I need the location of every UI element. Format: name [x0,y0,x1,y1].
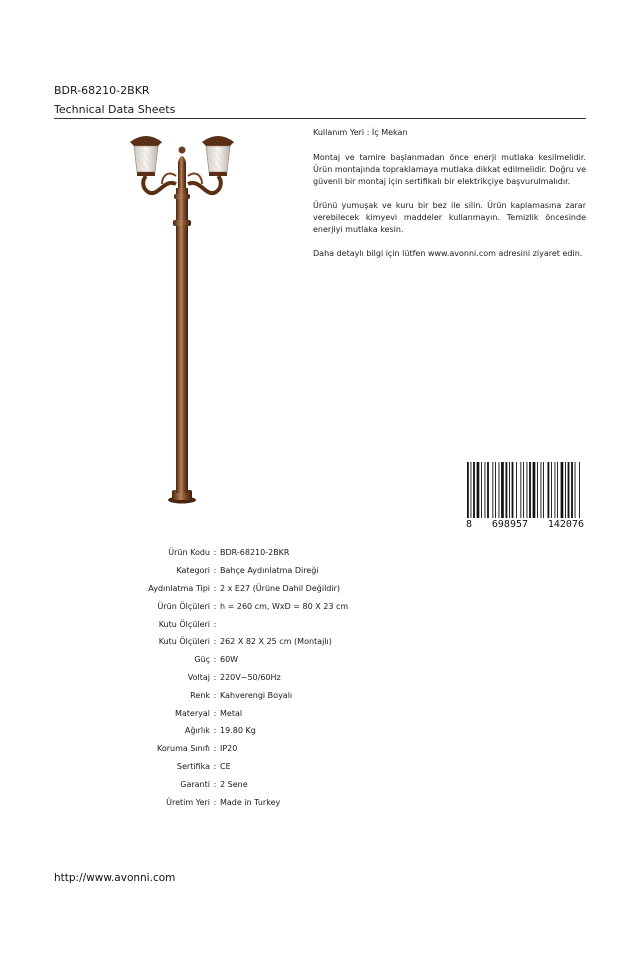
product-description [313,127,586,272]
spec-value: BDR-68210-2BKR [220,548,290,558]
spec-value: 19.80 Kg [220,726,256,736]
spec-value: IP20 [220,744,238,754]
spec-row [54,722,454,740]
spec-value: 2 x E27 (Ürüne Dahil Değildir) [220,583,340,593]
barcode-digits [466,519,584,530]
barcode-digit-group: 142076 [547,519,584,530]
spec-row [54,633,454,651]
document-subtitle: Technical Data Sheets [54,103,176,116]
footer-url[interactable]: http://www.avonni.com [54,872,176,884]
spec-value: Bahçe Aydınlatma Direği [220,566,319,576]
spec-separator: : [213,726,217,736]
spec-separator: : [213,583,217,593]
spec-separator: : [213,566,217,576]
spec-separator: : [213,601,217,611]
spec-label: Renk [190,690,210,700]
safety-paragraph: Montaj ve tamire başlanmadan önce enerji mutlaka kesilmelidir. Ürün montajında topraklamaya mutlaka dikkat edilmelidir. Doğru ve güvenli bir montaj için sertifikalı bir elektrikçiye başvurulmalıdır. [313,153,586,186]
spec-label: Sertifika [176,761,210,771]
spec-label: Kategori [176,566,210,576]
spec-row [54,597,454,615]
spec-row [54,544,454,562]
spec-label: Kutu Ölçüleri [158,637,210,647]
spec-label: Ağırlık [184,726,210,736]
spec-value: 60W [220,655,239,665]
spec-row [54,758,454,776]
spec-separator: : [213,637,217,647]
spec-value: 262 X 82 X 25 cm (Montajlı) [220,637,332,647]
spec-label: Aydınlatma Tipi [148,583,210,593]
spec-row [54,704,454,722]
spec-value: Made in Turkey [220,797,281,807]
spec-label: Ürün Kodu [168,548,210,558]
header-divider [54,118,586,119]
spec-separator: : [213,548,217,558]
barcode-digit-group: 8 [466,519,473,530]
spec-separator: : [213,744,217,754]
spec-row [54,793,454,811]
spec-separator: : [213,655,217,665]
spec-row [54,615,454,633]
spec-label: Güç [194,655,210,665]
spec-value: Metal [220,708,243,718]
barcode [466,462,584,530]
spec-separator: : [213,690,217,700]
spec-label: Koruma Sınıfı [157,744,210,754]
spec-separator: : [213,797,217,807]
spec-value: h = 260 cm, WxD = 80 X 23 cm [220,601,349,611]
spec-row [54,580,454,598]
spec-separator: : [213,779,217,789]
spec-row [54,740,454,758]
cleaning-paragraph: Ürünü yumuşak ve kuru bir bez ile silin. Ürün kaplamasına zarar verebilecek kimyevi maddeler kullanmayın. Temizlik öncesinde enerjiyi mutlaka kesin. [313,201,586,234]
spec-value: Kahverengi Boyalı [220,690,293,700]
barcode-digit-group: 698957 [491,519,529,530]
spec-value: 220V~50/60Hz [220,672,281,682]
spec-label: Kutu Ölçüleri [158,619,210,629]
spec-row [54,686,454,704]
spec-row [54,669,454,687]
spec-label: Materyal [174,708,210,718]
spec-row [54,562,454,580]
spec-separator: : [213,761,217,771]
spec-separator: : [213,619,217,629]
spec-label: Voltaj [187,672,210,682]
specification-table [54,544,454,811]
spec-label: Üretim Yeri [166,797,210,807]
spec-separator: : [213,708,217,718]
spec-row [54,651,454,669]
product-code-heading: BDR-68210-2BKR [54,84,150,97]
spec-value: CE [220,761,231,771]
barcode-bars [466,462,584,518]
lamp-post-illustration [122,128,242,508]
usage-location: Kullanım Yeri : İç Mekan [313,128,408,137]
spec-separator: : [213,672,217,682]
spec-label: Garanti [180,779,210,789]
spec-label: Ürün Ölçüleri [157,601,210,611]
more-info-paragraph: Daha detaylı bilgi için lütfen www.avonni.com adresini ziyaret edin. [313,249,583,258]
spec-value: 2 Sene [220,779,248,789]
product-image [122,128,242,508]
spec-row [54,775,454,793]
